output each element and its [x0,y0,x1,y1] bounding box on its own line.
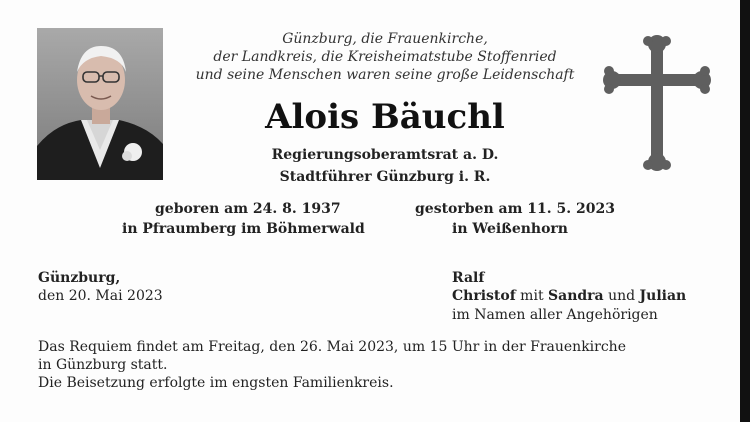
signatory-connector: und [603,288,640,304]
birth-place: in Pfraumberg im Böhmerwald [122,221,365,237]
motto-line: Günzburg, die Frauenkirche, [282,31,488,47]
birth-date: geboren am 24. 8. 1937 [155,201,341,217]
deceased-title: Stadtführer Günzburg i. R. [279,169,491,185]
location-place: Günzburg, [38,270,121,286]
death-date: gestorben am 11. 5. 2023 [415,201,615,217]
deceased-title: Regierungsoberamtsrat a. D. [271,147,499,163]
signatory-name: Julian [639,288,687,304]
deceased-name: Alois Bäuchl [265,97,505,137]
death-place: in Weißenhorn [452,221,568,237]
signatory-name: Christof [452,288,516,304]
location-date: den 20. Mai 2023 [38,288,163,304]
page-edge [740,0,750,422]
notice-line: in Günzburg statt. [38,357,168,373]
signatory-connector: mit [515,288,549,304]
motto-text [175,30,595,84]
motto-line: der Landkreis, die Kreisheimatstube Stoffenried [213,49,557,65]
signatory-note: im Namen aller Angehörigen [452,307,658,323]
cross-icon [602,32,712,172]
portrait-photo [37,28,163,180]
signatory-name: Sandra [548,288,604,304]
signatory-line [452,287,686,305]
signatory-name: Ralf [452,270,485,286]
portrait-image [37,28,163,180]
notice-line: Die Beisetzung erfolgte im engsten Familienkreis. [38,375,394,391]
service-notice [38,338,728,392]
motto-line: und seine Menschen waren seine große Leidenschaft [195,67,575,83]
notice-line: Das Requiem findet am Freitag, den 26. Mai 2023, um 15 Uhr in der Frauenkirche [38,339,626,355]
